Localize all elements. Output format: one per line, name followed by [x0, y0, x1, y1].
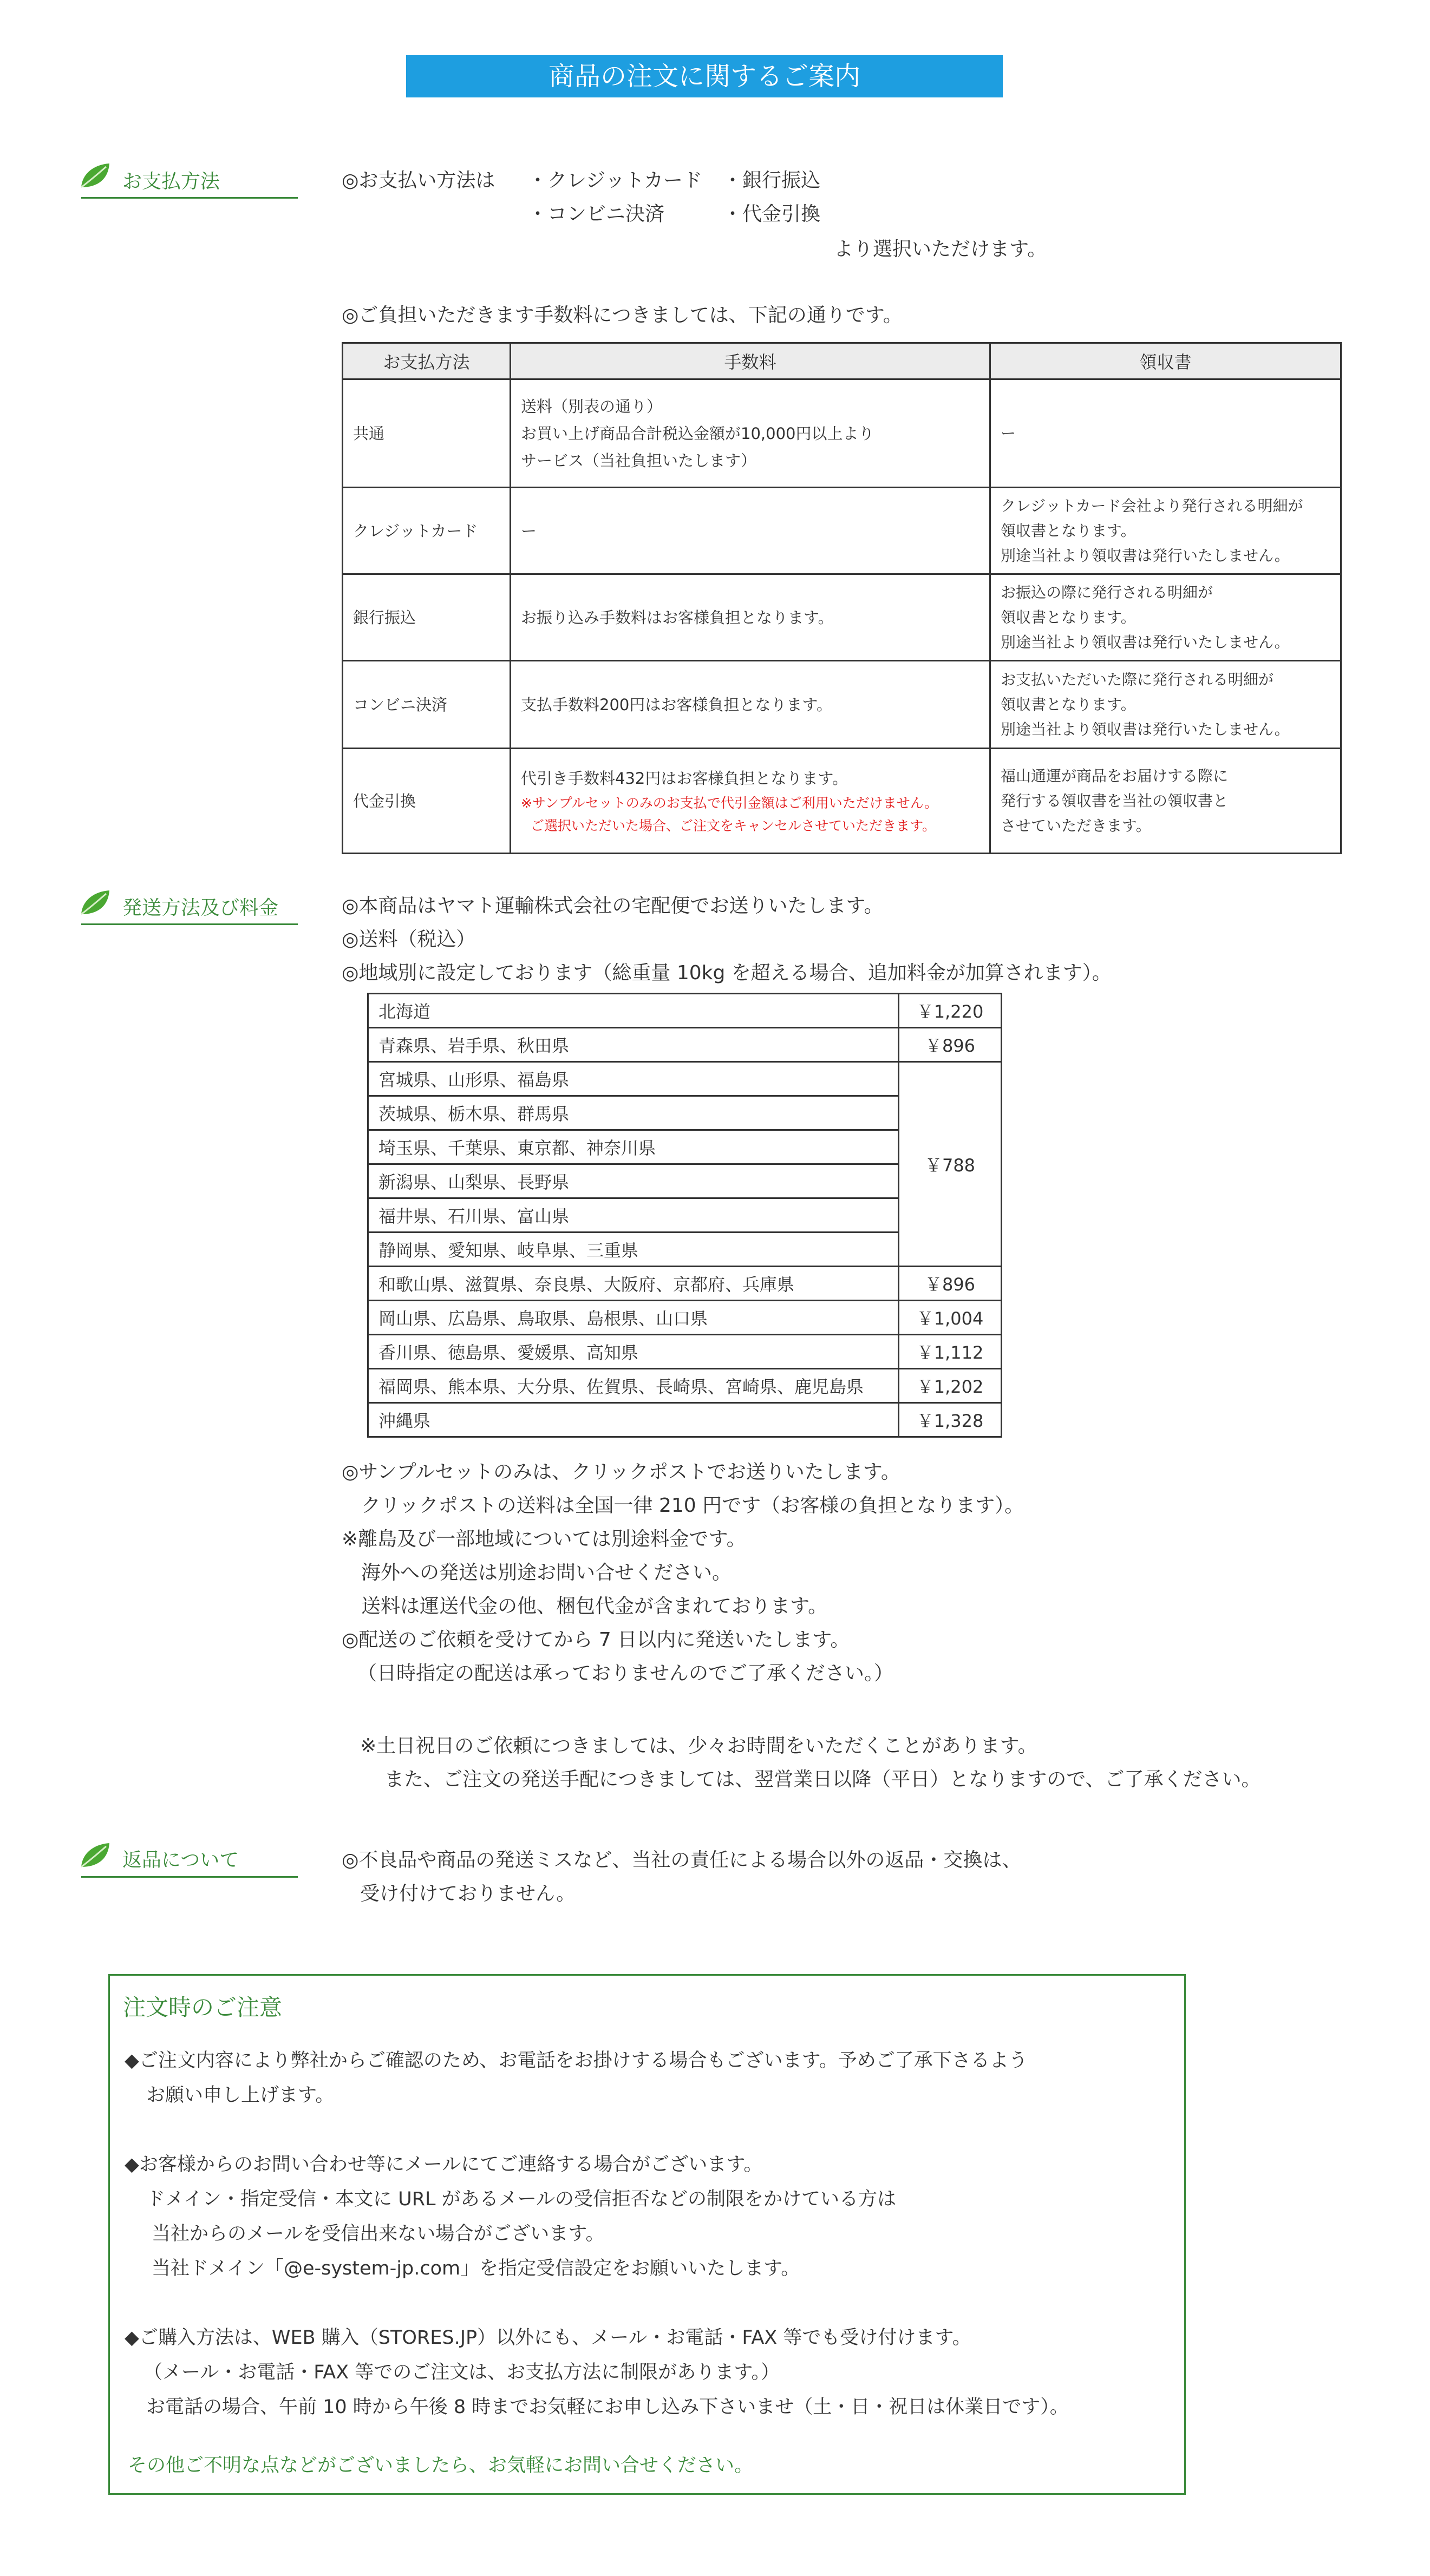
receipt-cell: [990, 661, 1341, 749]
receipt-line: 領収書となります。: [1001, 608, 1136, 626]
region-cell: 静岡県、愛知県、岐阜県、三重県: [368, 1233, 899, 1267]
fee-line: 代引き手数料432円はお客様負担となります。: [521, 769, 848, 788]
section-label-returns: 返品について: [122, 1849, 239, 1871]
payment-fee-table: [342, 342, 1342, 854]
leaf-icon: [79, 162, 110, 189]
shipping-rate-table: [367, 993, 1002, 1438]
region-cell: 埼玉県、千葉県、東京都、神奈川県: [368, 1130, 899, 1164]
region-cell: 福岡県、熊本県、大分県、佐賀県、長崎県、宮崎県、鹿児島県: [368, 1369, 899, 1403]
returns-line: 受け付けておりません。: [360, 1883, 576, 1905]
notice-line: 当社からのメールを受信出来ない場合がございます。: [152, 2223, 605, 2245]
notice-line: ドメイン・指定受信・本文に URL があるメールの受信拒否などの制限をかけている方は: [146, 2188, 896, 2210]
payment-method-cell: クレジットカード: [343, 488, 511, 574]
table-row: [368, 1369, 1002, 1403]
notice-line: ◆ご注文内容により弊社からご確認のため、お電話をお掛けする場合もございます。予めご了承下さるよう: [125, 2050, 1028, 2072]
price-cell: ￥788: [899, 1062, 1002, 1267]
table-row: [368, 1403, 1002, 1437]
fee-warning: ご選択いただいた場合、ご注文をキャンセルさせていただきます。: [531, 817, 936, 834]
price-cell: ￥1,328: [899, 1403, 1002, 1437]
table-header: お支払方法: [343, 343, 511, 379]
payment-methods-intro: ◎お支払い方法は: [342, 169, 495, 192]
section-divider: [81, 197, 298, 199]
region-cell: 和歌山県、滋賀県、奈良県、大阪府、京都府、兵庫県: [368, 1267, 899, 1301]
fee-cell: [511, 379, 990, 488]
receipt-cell: [990, 488, 1341, 574]
receipt-line: お支払いただいた際に発行される明細が: [1001, 670, 1274, 689]
region-cell: 新潟県、山梨県、長野県: [368, 1164, 899, 1198]
receipt-line: 領収書となります。: [1001, 695, 1136, 713]
table-row: [343, 379, 1341, 488]
fee-line: サービス（当社負担いたします）: [521, 451, 757, 470]
table-header-row: [343, 343, 1341, 379]
price-cell: ￥1,220: [899, 994, 1002, 1028]
fee-cell: 支払手数料200円はお客様負担となります。: [511, 661, 990, 749]
region-cell: 宮城県、山形県、福島県: [368, 1062, 899, 1096]
leaf-icon: [79, 889, 110, 916]
notice-line: ◆ご購入方法は、WEB 購入（STORES.JP）以外にも、メール・お電話・FAX 等でも受け付けます。: [125, 2327, 971, 2349]
price-cell: ￥896: [899, 1028, 1002, 1062]
payment-method-cell: 共通: [343, 379, 511, 488]
receipt-line: 福山通運が商品をお届けする際に: [1001, 766, 1229, 785]
table-row: [343, 488, 1341, 574]
notice-line: 当社ドメイン「@e-system-jp.com」を指定受信設定をお願いいたします。: [152, 2258, 800, 2279]
table-row: [343, 574, 1341, 661]
method-convenience: ・コンビニ決済: [528, 203, 665, 225]
fee-cell: [511, 749, 990, 854]
shipping-note: ◎サンプルセットのみは、クリックポストでお送りいたします。: [342, 1461, 900, 1483]
holiday-note: また、ご注文の発送手配につきましては、翌営業日以降（平日）となりますので、ご了承ください。: [384, 1768, 1261, 1791]
payment-method-cell: コンビニ決済: [343, 661, 511, 749]
notice-line: ◆お客様からのお問い合わせ等にメールにてご連絡する場合がございます。: [125, 2154, 763, 2175]
region-cell: 北海道: [368, 994, 899, 1028]
fee-warning: ※サンプルセットのみのお支払で代引金額はご利用いただけません。: [521, 795, 938, 811]
receipt-cell: [990, 749, 1341, 854]
notice-line: （メール・お電話・FAX 等でのご注文は、お支払方法に制限があります。）: [143, 2362, 780, 2383]
payment-methods-tail: より選択いただけます。: [834, 238, 1047, 260]
notice-closing: その他ご不明な点などがございましたら、お気軽にお問い合せください。: [128, 2455, 754, 2476]
shipping-note: 送料は運送代金の他、梱包代金が含まれております。: [342, 1595, 828, 1617]
receipt-line: お振込の際に発行される明細が: [1001, 583, 1213, 601]
receipt-line: 別途当社より領収書は発行いたしません。: [1001, 633, 1290, 651]
method-credit: ・クレジットカード: [528, 169, 703, 192]
table-row: [368, 1267, 1002, 1301]
shipping-note: ※離島及び一部地域については別途料金です。: [342, 1528, 746, 1550]
holiday-note: ※土日祝日のご依頼につきましては、少々お時間をいただくことがあります。: [360, 1735, 1037, 1757]
shipping-line: ◎送料（税込）: [342, 928, 476, 951]
payment-method-cell: 銀行振込: [343, 574, 511, 661]
section-label-payment: お支払方法: [122, 171, 220, 193]
shipping-note: クリックポストの送料は全国一律 210 円です（お客様の負担となります）。: [342, 1495, 1024, 1517]
fee-cell: ー: [511, 488, 990, 574]
table-row: [368, 994, 1002, 1028]
price-cell: ￥1,004: [899, 1301, 1002, 1335]
table-row: [368, 1335, 1002, 1369]
receipt-line: 発行する領収書を当社の領収書と: [1001, 791, 1229, 810]
table-row: [368, 1301, 1002, 1335]
price-cell: ￥896: [899, 1267, 1002, 1301]
receipt-cell: [990, 574, 1341, 661]
receipt-line: クレジットカード会社より発行される明細が: [1001, 496, 1303, 515]
receipt-line: 別途当社より領収書は発行いたしません。: [1001, 720, 1290, 738]
shipping-note: ◎配送のご依頼を受けてから 7 日以内に発送いたします。: [342, 1629, 850, 1651]
region-cell: 岡山県、広島県、鳥取県、島根県、山口県: [368, 1301, 899, 1335]
table-row: [343, 661, 1341, 749]
fee-line: 送料（別表の通り）: [521, 397, 663, 416]
region-cell: 沖縄県: [368, 1403, 899, 1437]
fee-note: ◎ご負担いただきます手数料につきましては、下記の通りです。: [342, 304, 903, 326]
price-cell: ￥1,112: [899, 1335, 1002, 1369]
payment-method-cell: 代金引換: [343, 749, 511, 854]
price-cell: ￥1,202: [899, 1369, 1002, 1403]
region-cell: 福井県、石川県、富山県: [368, 1198, 899, 1233]
table-row: [343, 749, 1341, 854]
region-cell: 茨城県、栃木県、群馬県: [368, 1096, 899, 1130]
shipping-line: ◎本商品はヤマト運輸株式会社の宅配便でお送りいたします。: [342, 895, 884, 917]
receipt-line: 別途当社より領収書は発行いたしません。: [1001, 546, 1290, 565]
region-cell: 香川県、徳島県、愛媛県、高知県: [368, 1335, 899, 1369]
method-cod: ・代金引換: [723, 203, 821, 225]
page-title: 商品の注文に関するご案内: [406, 55, 1003, 97]
notice-line: お願い申し上げます。: [146, 2085, 335, 2106]
receipt-cell: ー: [990, 379, 1341, 488]
table-header: 手数料: [511, 343, 990, 379]
section-label-shipping: 発送方法及び料金: [122, 897, 279, 919]
table-row: [368, 1028, 1002, 1062]
method-bank: ・銀行振込: [723, 169, 821, 192]
leaf-icon: [79, 1842, 110, 1869]
receipt-line: 領収書となります。: [1001, 521, 1136, 540]
receipt-line: させていただきます。: [1001, 816, 1151, 835]
section-divider: [81, 1876, 298, 1878]
notice-line: お電話の場合、午前 10 時から午後 8 時までお気軽にお申し込み下さいませ（土・日・祝日は休業日です）。: [146, 2396, 1069, 2418]
notice-title: 注文時のご注意: [123, 1994, 283, 2021]
shipping-note: 海外への発送は別途お問い合せください。: [342, 1562, 732, 1584]
region-cell: 青森県、岩手県、秋田県: [368, 1028, 899, 1062]
fee-line: お買い上げ商品合計税込金額が10,000円以上より: [521, 424, 874, 443]
table-header: 領収書: [990, 343, 1341, 379]
returns-line: ◎不良品や商品の発送ミスなど、当社の責任による場合以外の返品・交換は、: [342, 1849, 1022, 1871]
section-divider: [81, 923, 298, 925]
shipping-line: ◎地域別に設定しております（総重量 10kg を超える場合、追加料金が加算されます）。: [342, 962, 1112, 984]
table-row: [368, 1062, 1002, 1096]
shipping-note: （日時指定の配送は承っておりませんのでご了承ください。）: [357, 1662, 894, 1684]
fee-cell: お振り込み手数料はお客様負担となります。: [511, 574, 990, 661]
